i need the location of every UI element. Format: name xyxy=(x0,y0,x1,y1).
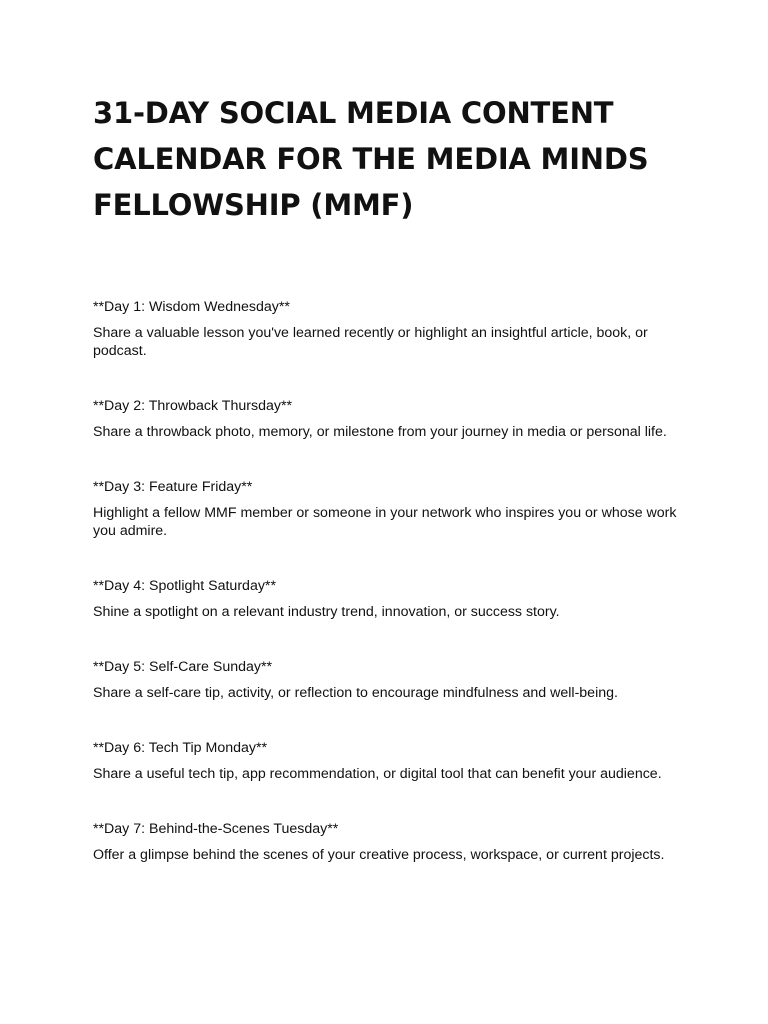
entry-heading: **Day 7: Behind-the-Scenes Tuesday** xyxy=(93,821,339,837)
calendar-entry-day-2 xyxy=(93,397,683,441)
entry-heading: **Day 1: Wisdom Wednesday** xyxy=(93,299,290,315)
entry-heading: **Day 5: Self-Care Sunday** xyxy=(93,659,273,675)
calendar-entry-day-6 xyxy=(93,739,683,783)
entry-heading: **Day 4: Spotlight Saturday** xyxy=(93,578,276,594)
calendar-entry-day-3 xyxy=(93,478,683,540)
entry-body: Shine a spotlight on a relevant industry trend, innovation, or success story. xyxy=(93,604,560,620)
entry-body: Share a throwback photo, memory, or milestone from your journey in media or personal life. xyxy=(93,424,667,440)
entry-heading: **Day 3: Feature Friday** xyxy=(93,479,253,495)
document-page xyxy=(93,90,683,864)
calendar-entries xyxy=(93,298,683,864)
entry-heading: **Day 2: Throwback Thursday** xyxy=(93,398,292,414)
entry-body: Offer a glimpse behind the scenes of your creative process, workspace, or current projects. xyxy=(93,847,665,863)
entry-heading: **Day 6: Tech Tip Monday** xyxy=(93,740,268,756)
entry-body: Share a self-care tip, activity, or reflection to encourage mindfulness and well-being. xyxy=(93,685,618,701)
calendar-entry-day-1 xyxy=(93,298,683,360)
entry-body: Share a useful tech tip, app recommendation, or digital tool that can benefit your audience. xyxy=(93,766,662,782)
calendar-entry-day-5 xyxy=(93,658,683,702)
entry-body: Share a valuable lesson you've learned recently or highlight an insightful article, book, or podcast. xyxy=(93,325,648,359)
entry-body: Highlight a fellow MMF member or someone in your network who inspires you or whose work you admire. xyxy=(93,505,677,539)
calendar-entry-day-7 xyxy=(93,820,683,864)
document-title: 31-DAY SOCIAL MEDIA CONTENT CALENDAR FOR THE MEDIA MINDS FELLOWSHIP (MMF) xyxy=(93,96,649,222)
calendar-entry-day-4 xyxy=(93,577,683,621)
